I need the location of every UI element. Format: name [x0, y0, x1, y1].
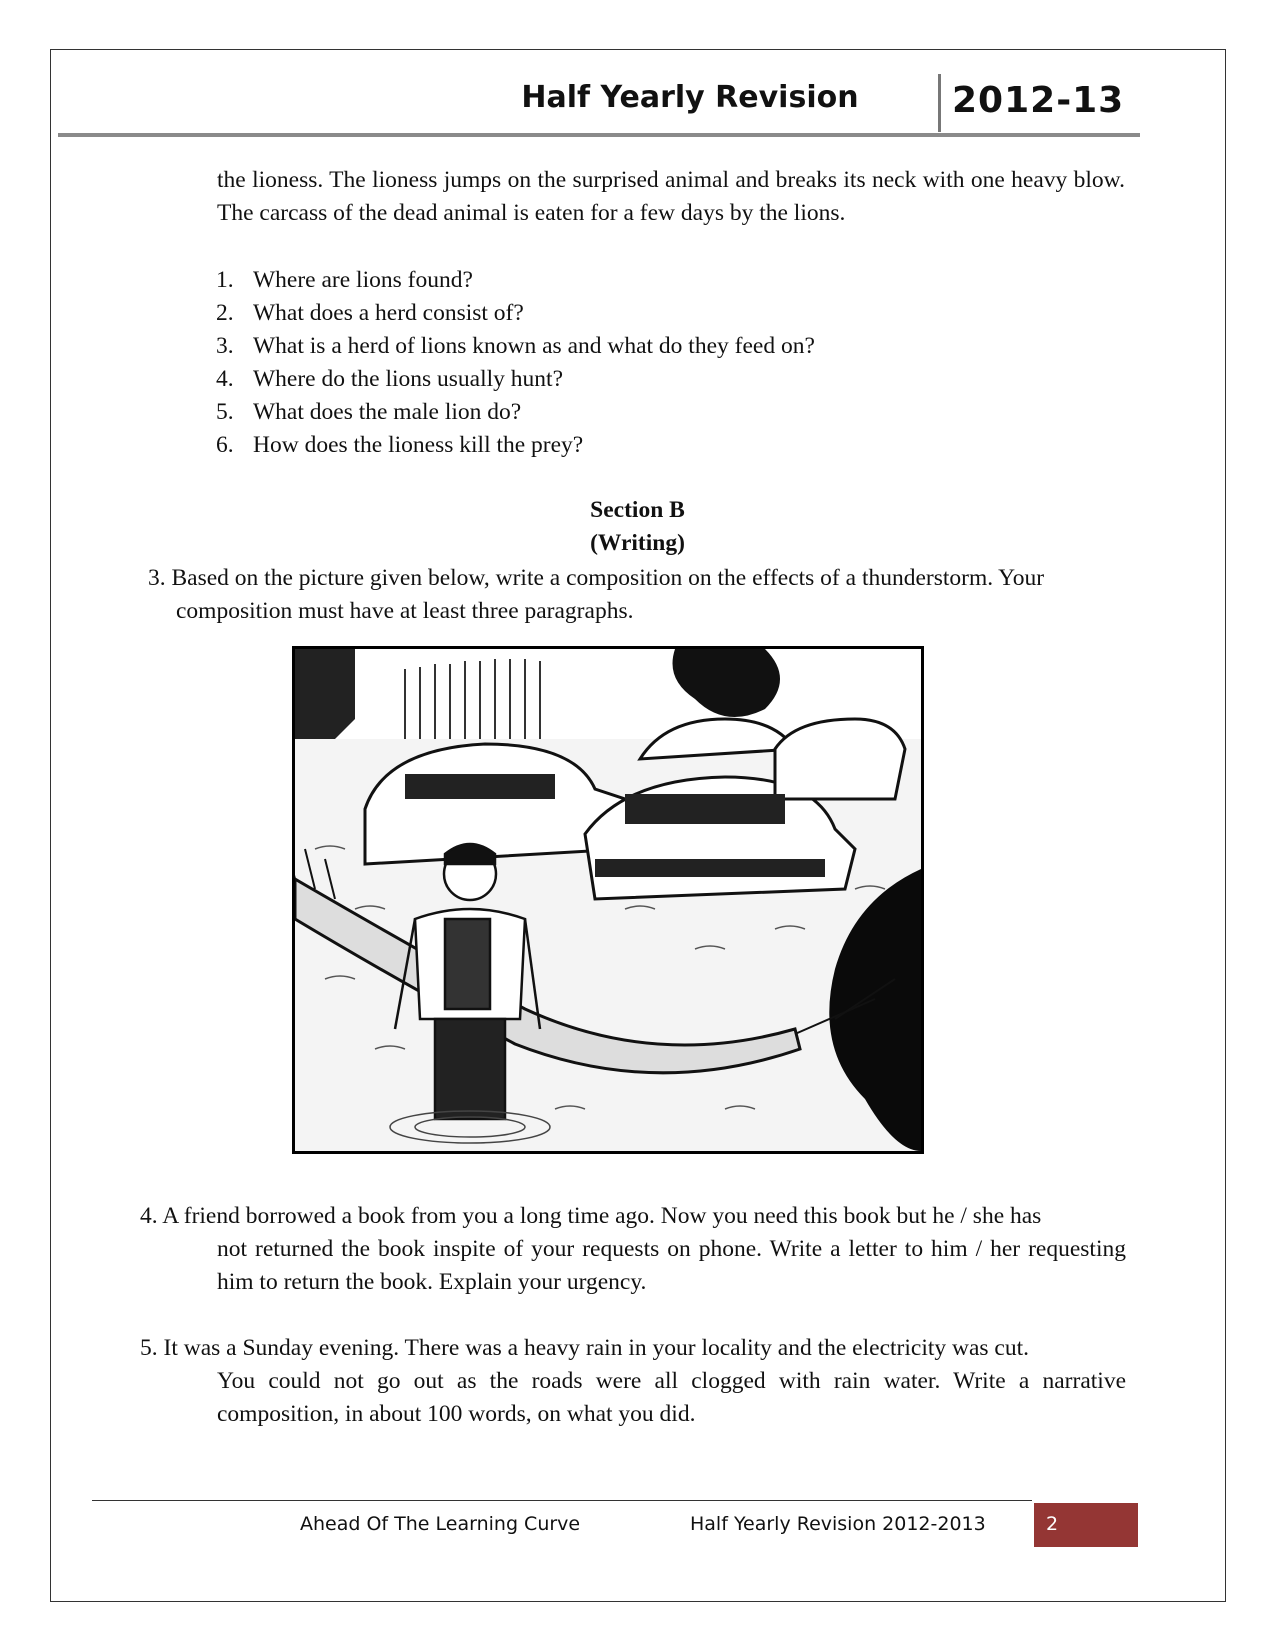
question-5-line1: 5. It was a Sunday evening. There was a heavy rain in your locality and the electricity was cut.	[140, 1335, 1030, 1361]
page-number: 2	[1034, 1503, 1138, 1547]
header-rule	[58, 133, 1140, 137]
question-4-line1: 4. A friend borrowed a book from you a long time ago. Now you need this book but he / she has	[140, 1203, 1042, 1229]
footer-rule	[92, 1500, 1032, 1501]
question-4	[140, 1200, 1126, 1299]
question-3-line1: 3. Based on the picture given below, write a composition on the effects of a thunderstorm. Your	[148, 565, 1045, 591]
question-item: 4. Where do the lions usually hunt?	[216, 366, 563, 392]
question-3	[148, 562, 1126, 628]
footer-title: Half Yearly Revision 2012-2013	[690, 1513, 986, 1535]
header-divider	[938, 74, 941, 132]
comprehension-questions	[200, 264, 815, 462]
section-subheading: (Writing)	[590, 530, 685, 556]
question-item: 5. What does the male lion do?	[216, 399, 522, 425]
question-3-line2: composition must have at least three paragraphs.	[176, 598, 634, 624]
question-item: 6. How does the lioness kill the prey?	[216, 432, 584, 458]
passage-ending: the lioness. The lioness jumps on the surprised animal and breaks its neck with one heavy blow. The carcass of the dead animal is eaten for a few days by the lions.	[217, 167, 1125, 226]
question-5	[140, 1332, 1126, 1431]
section-heading: Section B	[590, 497, 685, 523]
question-item: 2. What does a herd consist of?	[216, 300, 524, 326]
header-year: 2012-13	[952, 80, 1125, 121]
footer-tagline: Ahead Of The Learning Curve	[300, 1513, 581, 1535]
question-4-rest: not returned the book inspite of your requests on phone. Write a letter to him / her requesting him to return the book. Explain your urgency.	[217, 1236, 1126, 1295]
question-item: 3. What is a herd of lions known as and what do they feed on?	[216, 333, 815, 359]
question-item: 1. Where are lions found?	[216, 267, 473, 293]
question-5-rest: You could not go out as the roads were all clogged with rain water. Write a narrative composition, in about 100 words, on what you did.	[217, 1368, 1126, 1427]
thunderstorm-illustration	[292, 646, 924, 1154]
header-title: Half Yearly Revision	[521, 80, 859, 115]
